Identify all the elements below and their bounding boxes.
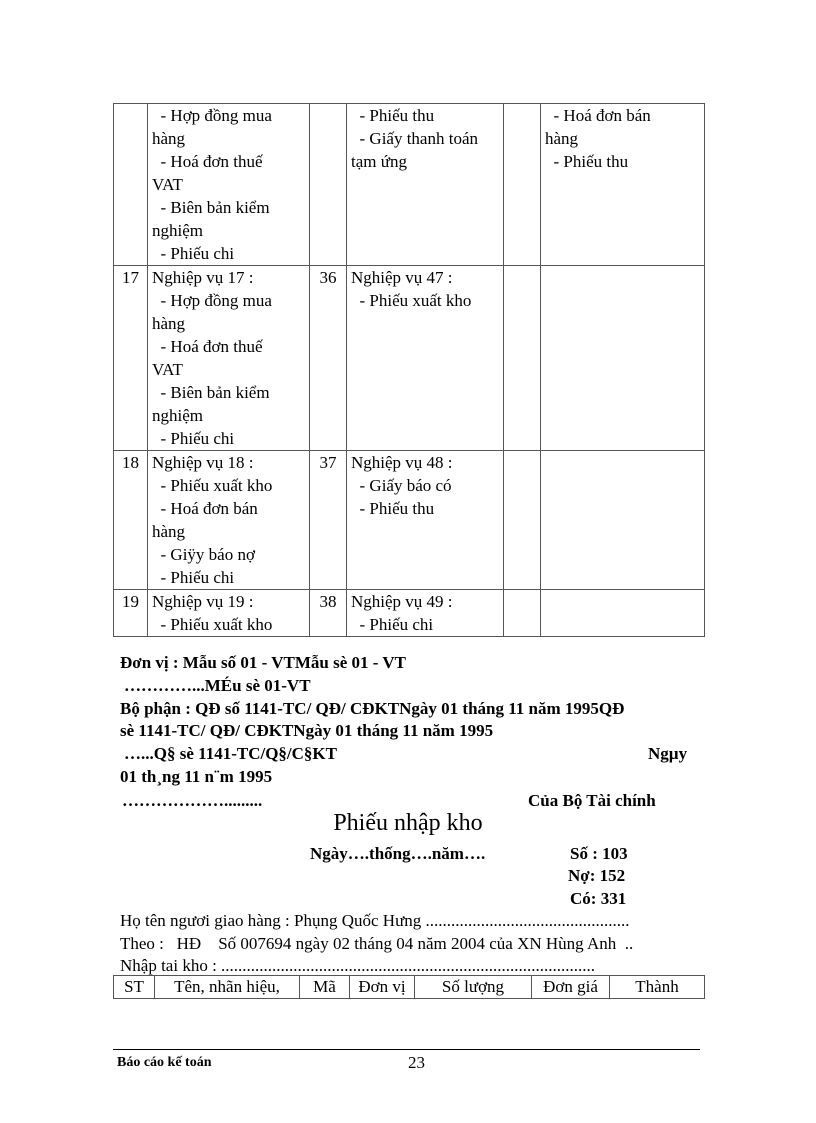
nhap-tai-kho-line: Nhập tai kho : ........................................................................................ bbox=[120, 956, 596, 975]
document-list-cell bbox=[347, 451, 504, 590]
document-line: - Hoá đơn bán bbox=[152, 499, 258, 518]
document-list-cell bbox=[148, 104, 310, 266]
footer-rule bbox=[113, 1049, 700, 1050]
footer-title: Báo cáo kế toán bbox=[117, 1055, 212, 1070]
document-line: Nghiệp vụ 47 : bbox=[351, 268, 453, 287]
header-line-3: Bộ phận : QĐ số 1141-TC/ QĐ/ CĐKTNgày 01 tháng 11 năm 1995QĐ bbox=[120, 699, 625, 718]
document-line: - Hợp đồng mua bbox=[152, 106, 272, 125]
form-co: Có: 331 bbox=[570, 889, 627, 908]
table-header-row bbox=[114, 976, 705, 999]
document-line: - Phiếu chi bbox=[152, 568, 235, 587]
document-line: - Phiếu thu bbox=[351, 499, 435, 518]
document-line: - Phiếu chi bbox=[351, 615, 434, 634]
document-line: - Biên bản kiểm bbox=[152, 198, 270, 217]
form-date-line: Ngày….thống….năm…. bbox=[310, 844, 486, 863]
page-number: 23 bbox=[408, 1053, 425, 1072]
column-header: Mã bbox=[300, 976, 350, 999]
document-line: hàng bbox=[152, 314, 186, 333]
header-line-7-left: ………………......... bbox=[122, 791, 263, 810]
column-header: Thành bbox=[610, 976, 705, 999]
header-line-6: 01 th¸ng 11 n¨m 1995 bbox=[120, 767, 273, 786]
row-number: 18 bbox=[114, 451, 148, 590]
nghiep-vu-table bbox=[113, 103, 705, 637]
document-list-cell bbox=[148, 590, 310, 637]
giao-hang-line: Họ tên ngươi giao hàng : Phụng Quốc Hưng ................................................ bbox=[120, 911, 630, 930]
document-line: hàng bbox=[545, 129, 579, 148]
document-line: - Giấy báo có bbox=[351, 476, 452, 495]
document-line: Nghiệp vụ 19 : bbox=[152, 592, 254, 611]
document-list-cell bbox=[148, 451, 310, 590]
document-line: Nghiệp vụ 48 : bbox=[351, 453, 453, 472]
document-line: - Hoá đơn thuế bbox=[152, 337, 263, 356]
row-number: 17 bbox=[114, 266, 148, 451]
column-header: Tên, nhãn hiệu, bbox=[155, 976, 300, 999]
document-line: - Giÿy báo nợ bbox=[152, 545, 255, 564]
document-line: tạm ứng bbox=[351, 152, 407, 171]
document-line: Nghiệp vụ 18 : bbox=[152, 453, 254, 472]
table-row bbox=[114, 590, 705, 637]
document-line: - Phiếu chi bbox=[152, 244, 235, 263]
document-list-cell bbox=[148, 266, 310, 451]
document-line: - Hoá đơn bán bbox=[545, 106, 651, 125]
document-line: - Hoá đơn thuế bbox=[152, 152, 263, 171]
document-list-cell bbox=[541, 451, 705, 590]
column-header: Số lượng bbox=[415, 976, 532, 999]
column-header: Đơn vị bbox=[350, 976, 415, 999]
table-row bbox=[114, 266, 705, 451]
row-number bbox=[504, 266, 541, 451]
document-line: - Phiếu xuất kho bbox=[152, 615, 273, 634]
document-line: VAT bbox=[152, 360, 183, 379]
row-number: 38 bbox=[310, 590, 347, 637]
table-row bbox=[114, 451, 705, 590]
row-number bbox=[504, 590, 541, 637]
document-line: - Phiếu thu bbox=[545, 152, 629, 171]
document-list-cell bbox=[541, 590, 705, 637]
document-line: hàng bbox=[152, 522, 186, 541]
header-line-4: sè 1141-TC/ QĐ/ CĐKTNgày 01 tháng 11 năm 1995 bbox=[120, 721, 494, 740]
document-line: - Phiếu thu bbox=[351, 106, 435, 125]
header-line-7-right: Của Bộ Tài chính bbox=[528, 791, 656, 810]
document-list-cell bbox=[347, 590, 504, 637]
column-header: ST bbox=[114, 976, 155, 999]
row-number: 37 bbox=[310, 451, 347, 590]
row-number: 19 bbox=[114, 590, 148, 637]
header-line-1: Đơn vị : Mẫu số 01 - VTMẫu sè 01 - VT bbox=[120, 653, 406, 672]
document-line: - Giấy thanh toán bbox=[351, 129, 478, 148]
document-line: - Biên bản kiểm bbox=[152, 383, 270, 402]
header-line-5-left: …...Q§ sè 1141-TC/Q§/C§KT bbox=[124, 744, 337, 763]
phieu-nhap-kho-table bbox=[113, 975, 705, 999]
document-line: - Phiếu xuất kho bbox=[152, 476, 273, 495]
row-number bbox=[310, 104, 347, 266]
document-list-cell bbox=[347, 266, 504, 451]
row-number: 36 bbox=[310, 266, 347, 451]
document-line: VAT bbox=[152, 175, 183, 194]
document-line: Nghiệp vụ 17 : bbox=[152, 268, 254, 287]
document-line: nghiệm bbox=[152, 221, 203, 240]
document-list-cell bbox=[541, 266, 705, 451]
theo-line: Theo : HĐ Số 007694 ngày 02 tháng 04 năm 2004 của XN Hùng Anh .. bbox=[120, 934, 634, 953]
header-line-2: …………...MÉu sè 01-VT bbox=[124, 676, 311, 695]
row-number bbox=[504, 104, 541, 266]
document-line: hàng bbox=[152, 129, 186, 148]
form-so: Số : 103 bbox=[570, 844, 628, 863]
document-list-cell bbox=[541, 104, 705, 266]
column-header: Đơn giá bbox=[532, 976, 610, 999]
header-line-5-right: Ngµy bbox=[648, 744, 688, 763]
row-number bbox=[504, 451, 541, 590]
row-number bbox=[114, 104, 148, 266]
document-line: - Phiếu xuất kho bbox=[351, 291, 472, 310]
form-title: Phiếu nhập kho bbox=[333, 810, 483, 836]
document-list-cell bbox=[347, 104, 504, 266]
document-line: - Phiếu chi bbox=[152, 429, 235, 448]
form-no: Nợ: 152 bbox=[568, 866, 626, 885]
document-line: Nghiệp vụ 49 : bbox=[351, 592, 453, 611]
document-line: - Hợp đồng mua bbox=[152, 291, 272, 310]
document-line: nghiệm bbox=[152, 406, 203, 425]
table-row bbox=[114, 104, 705, 266]
